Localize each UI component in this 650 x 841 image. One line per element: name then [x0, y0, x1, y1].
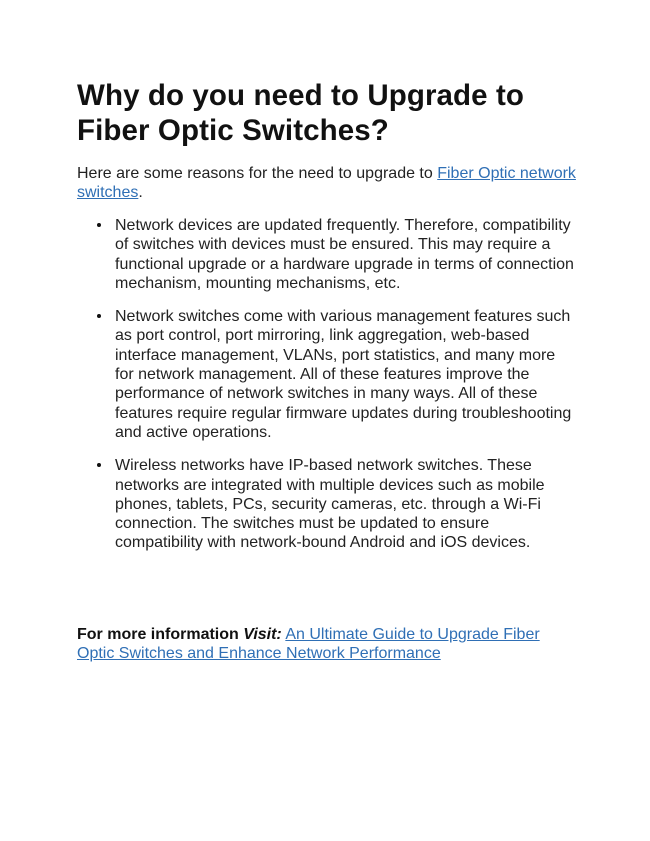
reason-text: Network switches come with various management features such as port control, port mirroring, link aggregation, web-based interface management, VLANs, port statistics, and many more for network management. All of these features improve the performance of network switches in many ways. All of these features require regular firmware updates during troubleshooting and active operations.: [115, 308, 572, 441]
more-info-lead: For more information: [77, 626, 244, 643]
fiber-optic-switches-link[interactable]: Fiber Optic network switches: [77, 165, 576, 201]
more-info-paragraph: [77, 625, 577, 663]
intro-text: Here are some reasons for the need to upgrade to: [77, 165, 438, 182]
document-page: [77, 78, 577, 567]
ultimate-guide-link[interactable]: An Ultimate Guide to Upgrade Fiber Optic Switches and Enhance Network Performance: [77, 626, 540, 662]
list-item: [77, 307, 577, 442]
page-title: Why do you need to Upgrade to Fiber Optic Switches?: [77, 79, 525, 147]
list-item: [77, 216, 577, 293]
intro-period: .: [138, 184, 143, 201]
intro-paragraph: [77, 164, 577, 202]
bullet-icon: [97, 223, 101, 227]
reasons-list: [77, 216, 577, 553]
visit-label: Visit:: [243, 626, 282, 643]
reason-text: Network devices are updated frequently. Therefore, compatibility of switches with devices must be ensured. This may require a functional upgrade or a hardware upgrade in terms of connection mechanism, mounting mechanisms, etc.: [115, 217, 574, 292]
reason-text: Wireless networks have IP-based network switches. These networks are integrated with multiple devices such as mobile phones, tablets, PCs, security cameras, etc. through a Wi-Fi connection. The switches must be updated to ensure compatibility with network-bound Android and iOS devices.: [115, 457, 545, 552]
bullet-icon: [97, 314, 101, 318]
list-item: [77, 456, 577, 552]
bullet-icon: [97, 463, 101, 467]
